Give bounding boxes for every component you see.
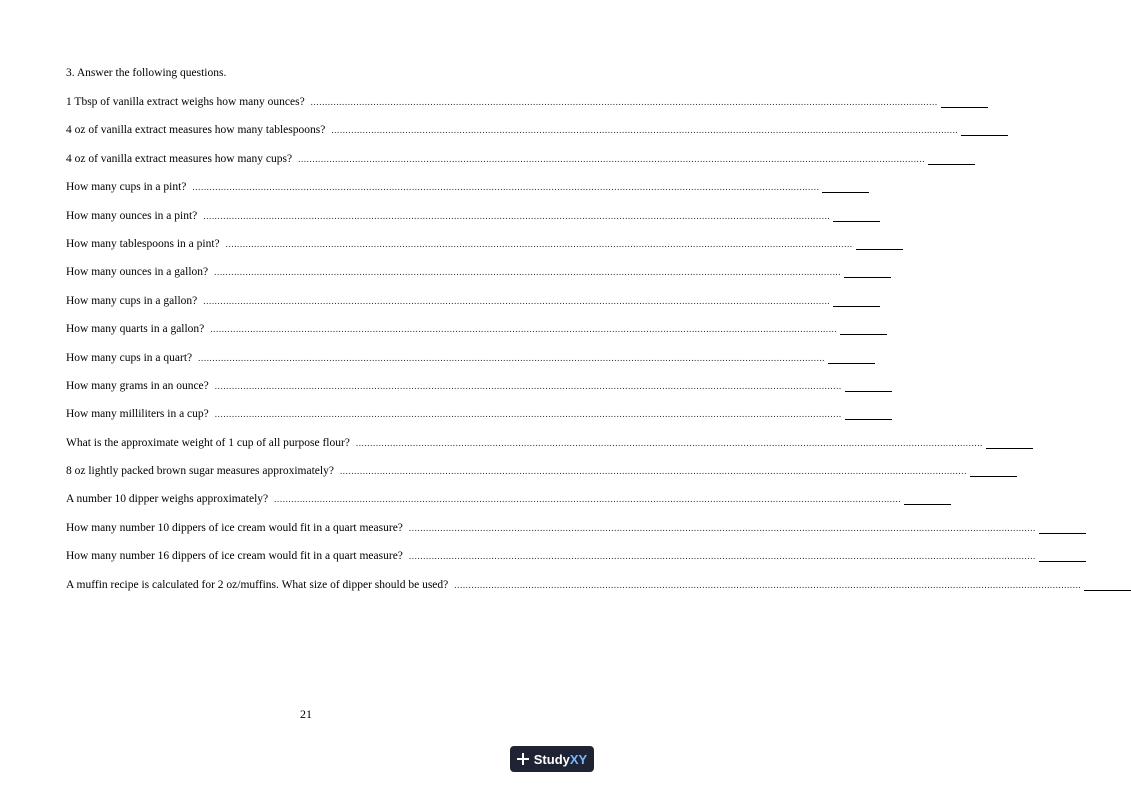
answer-blank[interactable]: [1084, 578, 1131, 591]
dot-leader: ............................................................................................................................................................................................................................: [298, 153, 926, 164]
dot-leader: ............................................................................................................................................................................................................................: [214, 409, 842, 420]
question-row: [66, 180, 820, 194]
question-row: [66, 265, 842, 279]
answer-blank[interactable]: [1039, 521, 1086, 534]
question-text: How many milliliters in a cup?: [66, 408, 209, 421]
question-text: How many quarts in a gallon?: [66, 323, 205, 336]
dot-leader: ............................................................................................................................................................................................................................: [198, 352, 826, 363]
answer-blank[interactable]: [986, 436, 1033, 449]
question-row: [66, 521, 1036, 535]
dot-leader: ............................................................................................................................................................................................................................: [408, 551, 1036, 562]
question-text: How many number 16 dippers of ice cream would fit in a quart measure?: [66, 550, 403, 563]
dot-leader: ............................................................................................................................................................................................................................: [214, 267, 842, 278]
dot-leader: ............................................................................................................................................................................................................................: [225, 238, 853, 249]
answer-blank[interactable]: [1039, 549, 1086, 562]
brand-name-suffix: XY: [569, 751, 588, 767]
question-text: How many grams in an ounce?: [66, 379, 209, 392]
answer-blank[interactable]: [928, 152, 975, 165]
brand-name-prefix: Study: [533, 751, 570, 767]
question-row: [66, 578, 1082, 592]
answer-blank[interactable]: [822, 180, 869, 193]
question-row: [66, 492, 902, 506]
answer-blank[interactable]: [844, 265, 891, 278]
question-row: [66, 95, 938, 109]
answer-blank[interactable]: [941, 95, 988, 108]
dot-leader: ............................................................................................................................................................................................................................: [310, 97, 938, 107]
answer-blank[interactable]: [845, 407, 892, 420]
dot-leader: ............................................................................................................................................................................................................................: [203, 210, 831, 221]
answer-blank[interactable]: [833, 294, 880, 307]
answer-blank[interactable]: [970, 464, 1017, 477]
question-row: [66, 209, 831, 223]
answer-blank[interactable]: [833, 209, 880, 222]
question-row: [66, 436, 983, 450]
question-text: How many cups in a gallon?: [66, 294, 198, 307]
answer-blank[interactable]: [961, 123, 1008, 136]
question-row: [66, 464, 967, 478]
question-row: [66, 237, 853, 251]
question-row: [66, 407, 842, 421]
question-text: How many ounces in a pint?: [66, 209, 198, 222]
question-text: How many ounces in a gallon?: [66, 266, 209, 279]
question-text: A number 10 dipper weighs approximately?: [66, 493, 269, 506]
studyxy-logo[interactable]: [510, 746, 594, 772]
question-row: [66, 549, 1036, 563]
question-row: [66, 322, 838, 336]
question-row: [66, 123, 959, 137]
answer-blank[interactable]: [845, 379, 892, 392]
dot-leader: ............................................................................................................................................................................................................................: [192, 182, 820, 193]
dot-leader: ............................................................................................................................................................................................................................: [274, 494, 902, 505]
question-text: 4 oz of vanilla extract measures how many tablespoons?: [66, 124, 326, 137]
question-text: How many number 10 dippers of ice cream would fit in a quart measure?: [66, 521, 403, 534]
dot-leader: ............................................................................................................................................................................................................................: [355, 437, 983, 448]
question-row: [66, 379, 842, 393]
dot-leader: ............................................................................................................................................................................................................................: [331, 125, 959, 136]
question-row: [66, 152, 926, 166]
dot-leader: ............................................................................................................................................................................................................................: [408, 522, 1036, 533]
question-list: [66, 95, 1082, 606]
section-heading: 3. Answer the following questions.: [66, 67, 227, 79]
answer-blank[interactable]: [840, 322, 887, 335]
question-text: A muffin recipe is calculated for 2 oz/muffins. What size of dipper should be used?: [66, 578, 449, 591]
dot-leader: ............................................................................................................................................................................................................................: [210, 324, 838, 335]
question-text: How many cups in a quart?: [66, 351, 193, 364]
question-text: How many tablespoons in a pint?: [66, 237, 220, 250]
question-text: 8 oz lightly packed brown sugar measures approximately?: [66, 465, 334, 478]
answer-blank[interactable]: [904, 492, 951, 505]
question-text: How many cups in a pint?: [66, 181, 187, 194]
dot-leader: ............................................................................................................................................................................................................................: [454, 579, 1082, 590]
question-row: [66, 351, 826, 365]
question-text: What is the approximate weight of 1 cup of all purpose flour?: [66, 436, 350, 449]
dot-leader: ............................................................................................................................................................................................................................: [214, 380, 842, 391]
dot-leader: ............................................................................................................................................................................................................................: [339, 466, 967, 477]
answer-blank[interactable]: [828, 351, 875, 364]
answer-blank[interactable]: [856, 237, 903, 250]
dot-leader: ............................................................................................................................................................................................................................: [203, 295, 831, 306]
page-number: 21: [300, 707, 312, 721]
question-text: 1 Tbsp of vanilla extract weighs how many ounces?: [66, 96, 305, 108]
question-text: 4 oz of vanilla extract measures how many cups?: [66, 152, 293, 165]
plus-icon: [517, 753, 529, 765]
question-row: [66, 294, 831, 308]
